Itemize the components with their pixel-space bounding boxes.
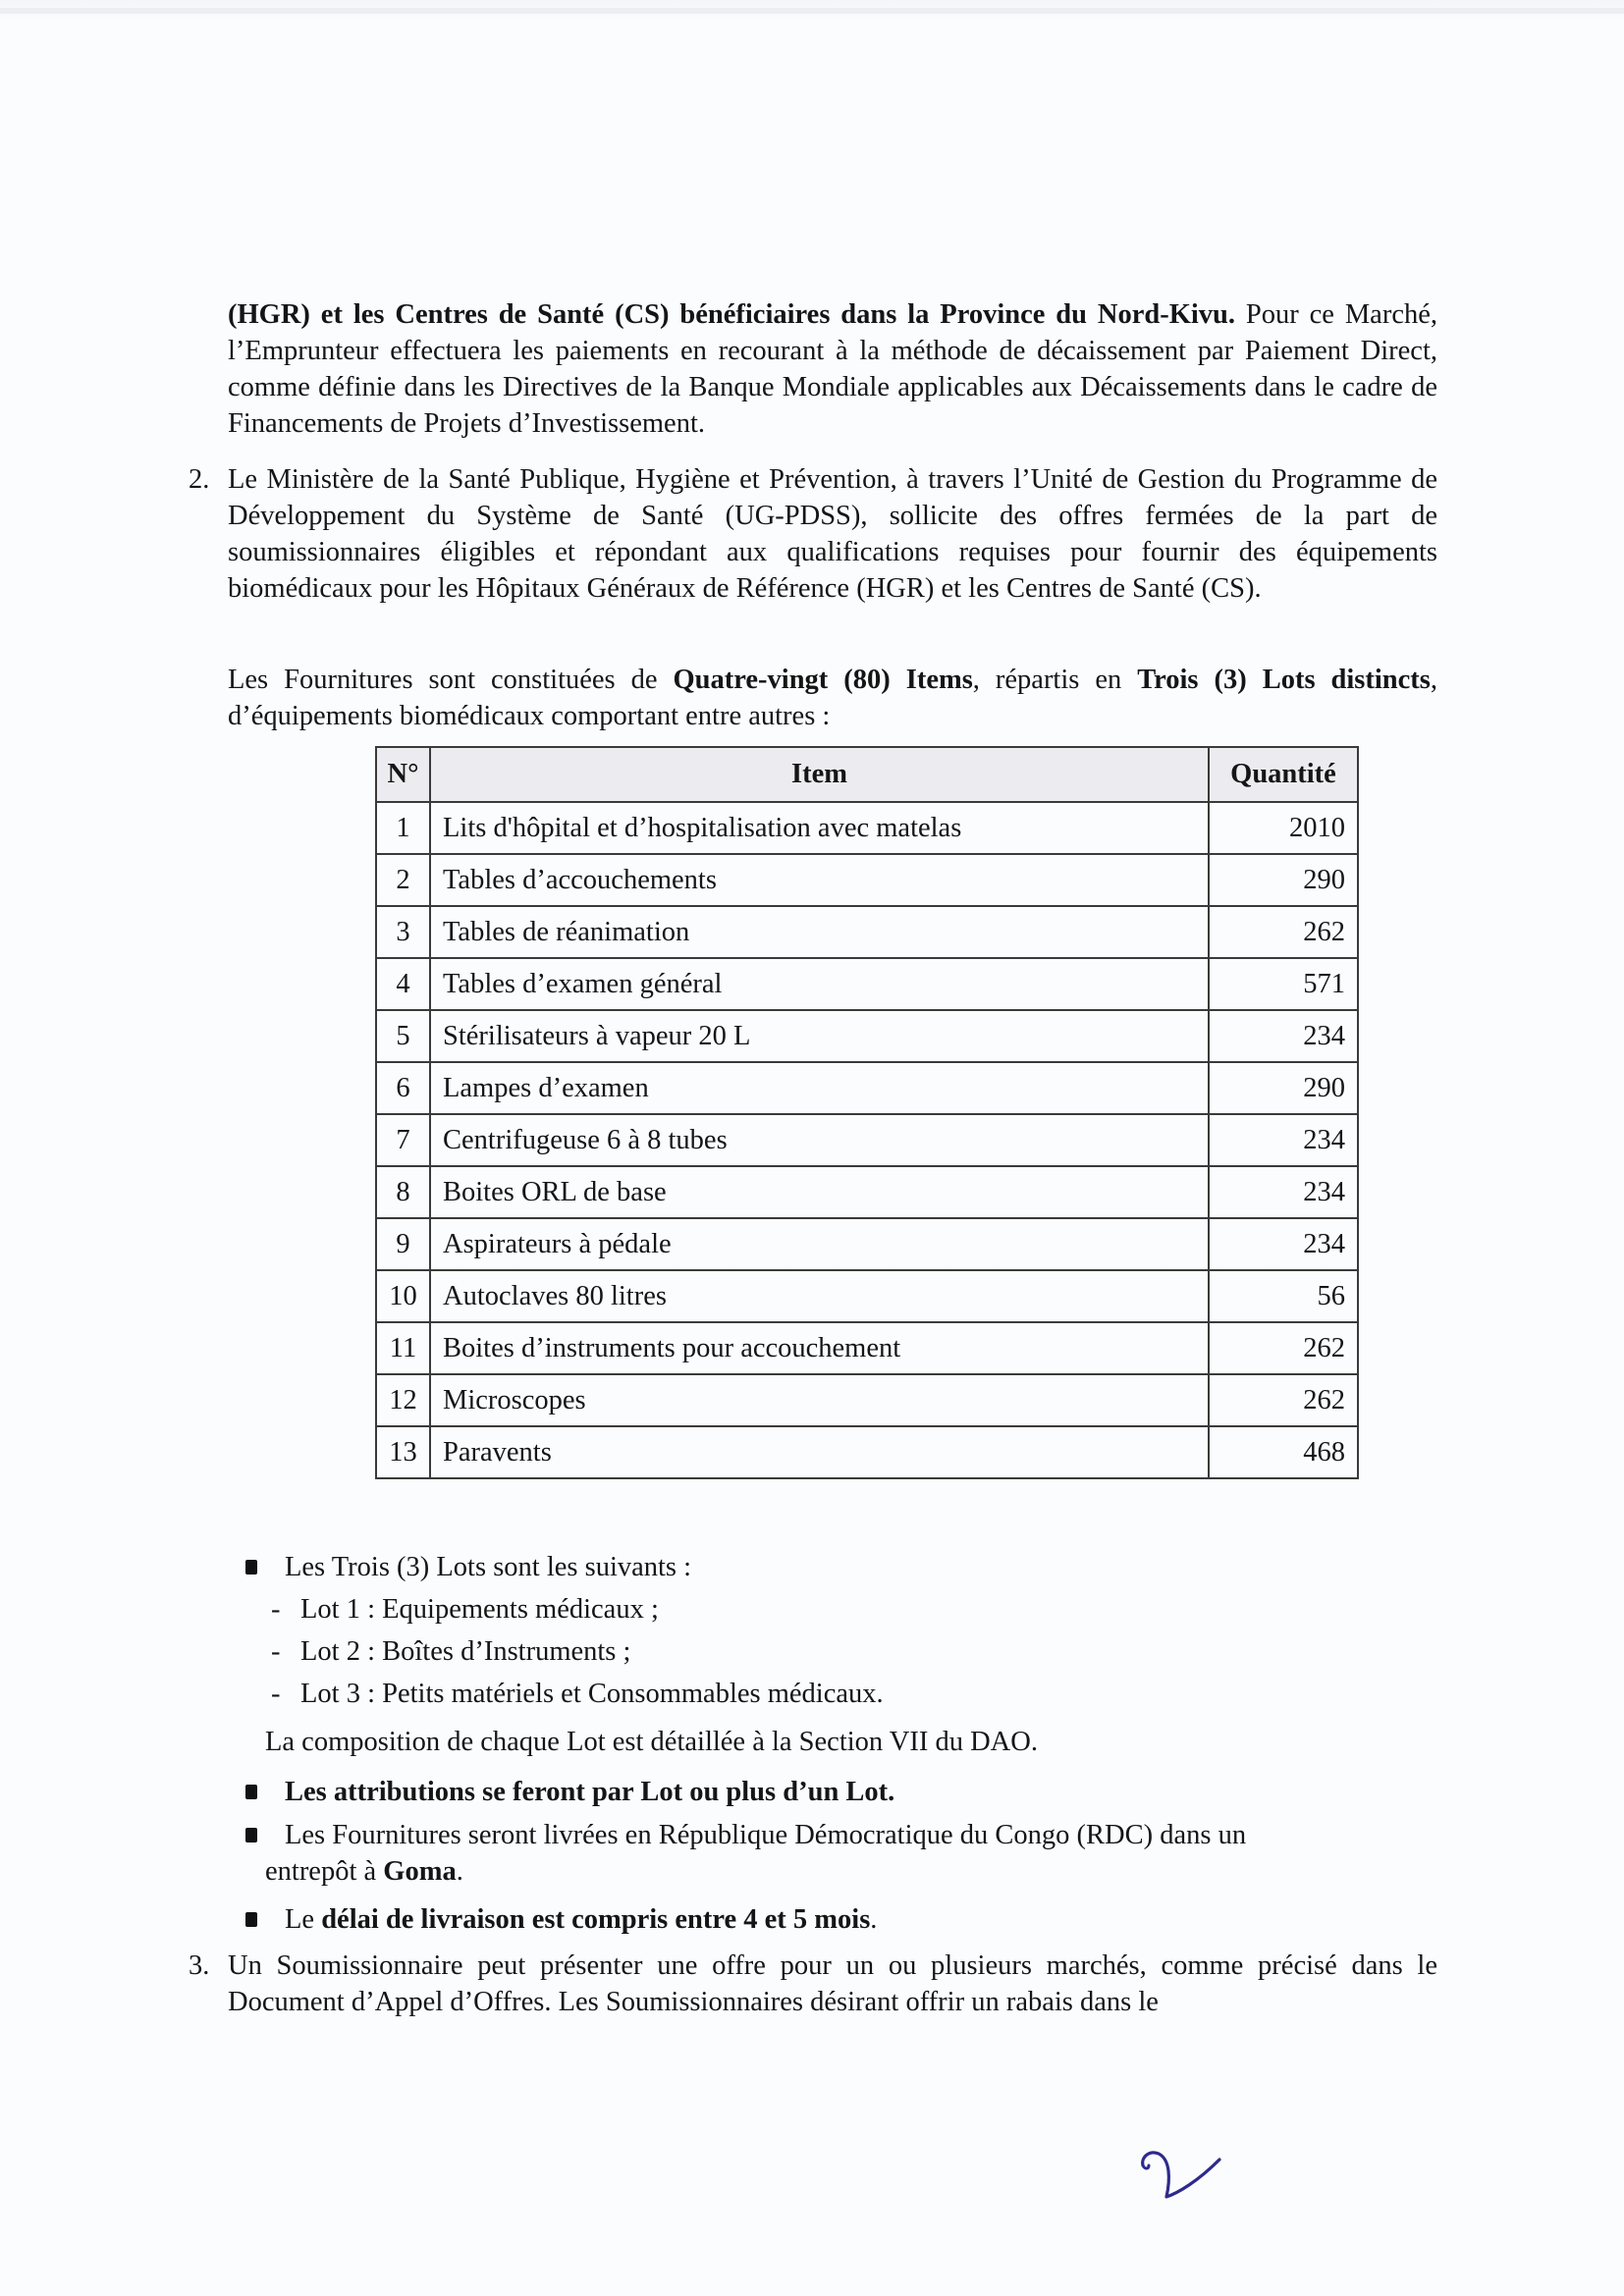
lot-item bbox=[271, 1676, 884, 1712]
table-row bbox=[376, 1426, 1358, 1478]
dash-bullet-icon: - bbox=[271, 1679, 281, 1709]
row-qty: 2010 bbox=[1209, 802, 1358, 854]
attributions-bullet bbox=[244, 1774, 1437, 1810]
delivery-location: Goma bbox=[383, 1856, 457, 1887]
lots-composition: La composition de chaque Lot est détaillée à la Section VII du DAO. bbox=[265, 1727, 1038, 1757]
table-row bbox=[376, 1010, 1358, 1062]
table-row bbox=[376, 1270, 1358, 1322]
row-no: 4 bbox=[376, 958, 430, 1010]
table-row bbox=[376, 1114, 1358, 1166]
row-item: Lits d'hôpital et d’hospitalisation avec matelas bbox=[430, 802, 1209, 854]
row-no: 1 bbox=[376, 802, 430, 854]
delay-end: . bbox=[870, 1904, 878, 1935]
delivery-bullet bbox=[244, 1817, 1437, 1890]
lot-item-text: Lot 3 : Petits matériels et Consommables médicaux. bbox=[300, 1679, 884, 1709]
row-item: Boites d’instruments pour accouchement bbox=[430, 1322, 1209, 1374]
lot-item bbox=[271, 1591, 659, 1628]
supplies-lots-count: Trois (3) Lots distincts bbox=[1137, 665, 1431, 695]
table-row bbox=[376, 1218, 1358, 1270]
row-qty: 234 bbox=[1209, 1114, 1358, 1166]
section-2-text: Le Ministère de la Santé Publique, Hygiène et Prévention, à travers l’Unité de Gestion du Programme de Développement du Système de Santé (UG-PDSS), sollicite des offres fermées de la part de soumissionnaires éligibles et répondant aux qualifications requises pour fournir des équipements biomédicaux pour les Hôpitaux Généraux de Référence (HGR) et les Centres de Santé (CS). bbox=[228, 464, 1437, 604]
row-qty: 234 bbox=[1209, 1218, 1358, 1270]
delivery-end: . bbox=[456, 1856, 463, 1887]
row-no: 2 bbox=[376, 854, 430, 906]
section-3 bbox=[189, 1948, 1437, 2020]
delay-text-bold: délai de livraison est compris entre 4 et 5 mois bbox=[321, 1904, 871, 1935]
header-no: N° bbox=[376, 747, 430, 802]
section-3-number: 3. bbox=[189, 1950, 210, 1981]
row-no: 13 bbox=[376, 1426, 430, 1478]
table-row bbox=[376, 1322, 1358, 1374]
row-no: 7 bbox=[376, 1114, 430, 1166]
row-qty: 262 bbox=[1209, 1374, 1358, 1426]
row-no: 9 bbox=[376, 1218, 430, 1270]
scan-edge bbox=[0, 8, 1624, 14]
table-row bbox=[376, 802, 1358, 854]
row-item: Tables de réanimation bbox=[430, 906, 1209, 958]
intro-paragraph bbox=[228, 296, 1437, 442]
table-row bbox=[376, 906, 1358, 958]
row-qty: 262 bbox=[1209, 1322, 1358, 1374]
table-row bbox=[376, 1062, 1358, 1114]
square-bullet-icon bbox=[245, 1912, 257, 1927]
table-row bbox=[376, 1166, 1358, 1218]
section-2 bbox=[189, 461, 1437, 607]
table-header-row bbox=[376, 747, 1358, 802]
row-qty: 262 bbox=[1209, 906, 1358, 958]
intro-bold-lead: (HGR) et les Centres de Santé (CS) bénéficiaires dans la Province du Nord-Kivu. bbox=[228, 299, 1236, 330]
supplies-text-3: , d’équipements biomédicaux comportant entre autres : bbox=[228, 665, 1437, 731]
row-item: Tables d’examen général bbox=[430, 958, 1209, 1010]
square-bullet-icon bbox=[245, 1560, 257, 1575]
table-row bbox=[376, 958, 1358, 1010]
row-no: 5 bbox=[376, 1010, 430, 1062]
row-item: Stérilisateurs à vapeur 20 L bbox=[430, 1010, 1209, 1062]
row-item: Tables d’accouchements bbox=[430, 854, 1209, 906]
square-bullet-icon bbox=[245, 1828, 257, 1842]
section-3-text: Un Soumissionnaire peut présenter une offre pour un ou plusieurs marchés, comme précisé dans le Document d’Appel d’Offres. Les Soumissionnaires désirant offrir un rabais dans le bbox=[228, 1950, 1437, 2017]
section-2-number: 2. bbox=[189, 464, 210, 495]
supplies-items-count: Quatre-vingt (80) Items bbox=[673, 665, 973, 695]
row-no: 6 bbox=[376, 1062, 430, 1114]
row-qty: 56 bbox=[1209, 1270, 1358, 1322]
row-item: Centrifugeuse 6 à 8 tubes bbox=[430, 1114, 1209, 1166]
attributions-text: Les attributions se feront par Lot ou plus d’un Lot. bbox=[285, 1777, 895, 1807]
delay-bullet bbox=[244, 1901, 1437, 1938]
row-no: 11 bbox=[376, 1322, 430, 1374]
row-item: Aspirateurs à pédale bbox=[430, 1218, 1209, 1270]
delay-text-lead: Le bbox=[285, 1904, 322, 1935]
row-item: Microscopes bbox=[430, 1374, 1209, 1426]
lot-item-text: Lot 1 : Equipements médicaux ; bbox=[300, 1594, 659, 1625]
table-row bbox=[376, 854, 1358, 906]
header-qty: Quantité bbox=[1209, 747, 1358, 802]
lots-intro-bullet bbox=[244, 1549, 1437, 1585]
row-no: 10 bbox=[376, 1270, 430, 1322]
supplies-paragraph bbox=[228, 662, 1437, 734]
row-qty: 468 bbox=[1209, 1426, 1358, 1478]
supplies-text-2: , répartis en bbox=[972, 665, 1138, 695]
row-item: Autoclaves 80 litres bbox=[430, 1270, 1209, 1322]
row-no: 8 bbox=[376, 1166, 430, 1218]
row-qty: 571 bbox=[1209, 958, 1358, 1010]
dash-bullet-icon: - bbox=[271, 1594, 281, 1625]
row-qty: 234 bbox=[1209, 1166, 1358, 1218]
equipment-table bbox=[375, 746, 1359, 1479]
row-qty: 290 bbox=[1209, 1062, 1358, 1114]
lot-item bbox=[271, 1633, 630, 1670]
lot-item-text: Lot 2 : Boîtes d’Instruments ; bbox=[300, 1636, 631, 1667]
delivery-text: Les Fournitures seront livrées en République Démocratique du Congo (RDC) dans un bbox=[285, 1820, 1247, 1850]
row-item: Boites ORL de base bbox=[430, 1166, 1209, 1218]
delivery-text-cont: entrepôt à bbox=[265, 1856, 384, 1887]
row-item: Lampes d’examen bbox=[430, 1062, 1209, 1114]
row-qty: 234 bbox=[1209, 1010, 1358, 1062]
supplies-text-1: Les Fournitures sont constituées de bbox=[228, 665, 674, 695]
square-bullet-icon bbox=[245, 1785, 257, 1799]
header-item: Item bbox=[430, 747, 1209, 802]
intro-rest: Pour ce Marché, l’Emprunteur effectuera les paiements en recourant à la méthode de décaissement par Paiement Direct, comme définie dans les Directives de la Banque Mondiale applicables aux Décaissements dans le cadre de Financements de Projets d’Investissement. bbox=[228, 299, 1437, 439]
row-no: 12 bbox=[376, 1374, 430, 1426]
lots-intro-text: Les Trois (3) Lots sont les suivants : bbox=[285, 1552, 692, 1582]
handwritten-initial-icon bbox=[1129, 2140, 1237, 2209]
row-item: Paravents bbox=[430, 1426, 1209, 1478]
table-row bbox=[376, 1374, 1358, 1426]
row-no: 3 bbox=[376, 906, 430, 958]
dash-bullet-icon: - bbox=[271, 1636, 281, 1667]
row-qty: 290 bbox=[1209, 854, 1358, 906]
